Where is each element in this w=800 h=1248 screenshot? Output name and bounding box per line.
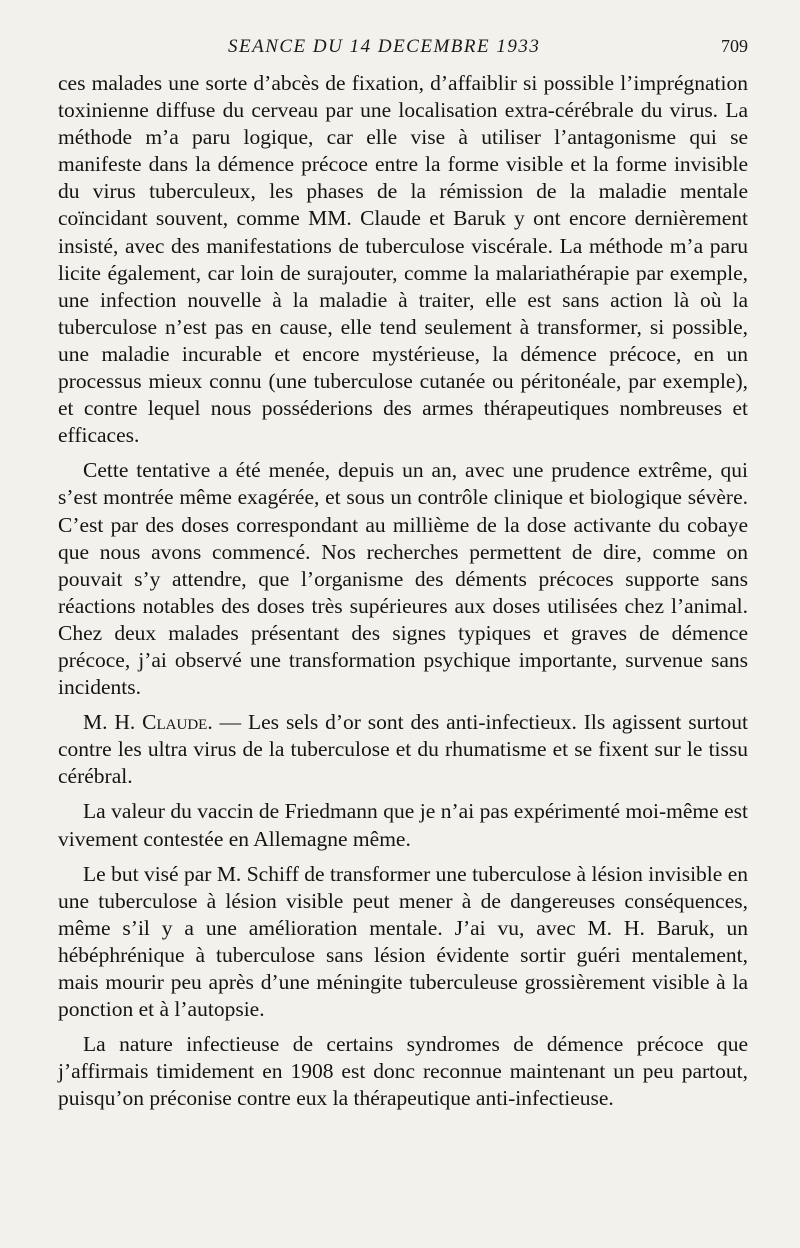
body-text — [58, 70, 748, 1112]
paragraph-5-text: Le but visé par M. Schiff de transformer une tuberculose à lésion invisible en une tuberculose à lésion visible peut mener à de dangereuses conséquences, même s’il y a une amélioration mentale. J’ai vu, avec M. H. Baruk, un hébéphrénique à tuberculose sans lésion évidente sortir guéri mentalement, mais mourir peu après d’une méningite tuberculeuse grossièrement visible à la ponction et à l’autopsie. — [58, 861, 748, 1022]
header-title: SEANCE DU 14 DECEMBRE 1933 — [228, 36, 541, 57]
paragraph-3 — [58, 709, 748, 790]
paragraph-3-text: — Les sels d’or sont des anti-infectieux. Ils agissent surtout contre les ultra virus de la tuberculose et du rhumatisme et se fixent sur le tissu cérébral. — [58, 710, 748, 789]
running-header — [58, 36, 748, 66]
paragraph-1 — [58, 70, 748, 449]
paragraph-4 — [58, 798, 748, 852]
speaker-name: M. H. Claude. — [83, 710, 213, 735]
paragraph-6-text: La nature infectieuse de certains syndromes de démence précoce que j’affirmais timidement en 1908 est donc reconnue maintenant un peu partout, puisqu’on préconise contre eux la thérapeutique anti-infectieuse. — [58, 1032, 748, 1111]
paragraph-2 — [58, 457, 748, 701]
page-number: 709 — [721, 36, 748, 56]
paragraph-4-text: La valeur du vaccin de Friedmann que je n’ai pas expérimenté moi-même est vivement contestée en Allemagne même. — [58, 799, 748, 851]
paragraph-6 — [58, 1031, 748, 1112]
paragraph-1-text: ces malades une sorte d’abcès de fixation, d’affaiblir si possible l’imprégnation toxinienne diffuse du cerveau par une localisation extra-cérébrale du virus. La méthode m’a paru logique, car elle vise à utiliser l’antagonisme qui se manifeste dans la démence précoce entre la forme visible et la forme invisible du virus tuberculeux, les phases de la rémission de la maladie mentale coïncidant souvent, comme MM. Claude et Baruk y ont encore dernièrement insisté, avec des manifestations de tuberculose viscérale. La méthode m’a paru licite également, car loin de surajouter, comme la malariathérapie par exemple, une infection nouvelle à la maladie à traiter, elle est sans action là où la tuberculose n’est pas en cause, elle tend seulement à transformer, si possible, une maladie incurable et encore mystérieuse, la démence précoce, en un processus mieux connu (une tuberculose cutanée ou péritonéale, par exemple), et contre lequel nous posséderions des armes thérapeutiques nombreuses et efficaces. — [58, 71, 748, 448]
paragraph-2-text: Cette tentative a été menée, depuis un an, avec une prudence extrême, qui s’est montrée même exagérée, et sous un contrôle clinique et biologique sévère. C’est par des doses correspondant au millième de la dose activante du cobaye que nous avons commencé. Nos recherches permettent de dire, comme on pouvait s’y attendre, que l’organisme des déments précoces supporte sans réactions notables des doses très supérieures aux doses utilisées chez l’animal. Chez deux malades présentant des signes typiques et graves de démence précoce, j’ai observé une transformation psychique importante, survenue sans incidents. — [58, 458, 748, 700]
paragraph-5 — [58, 861, 748, 1024]
